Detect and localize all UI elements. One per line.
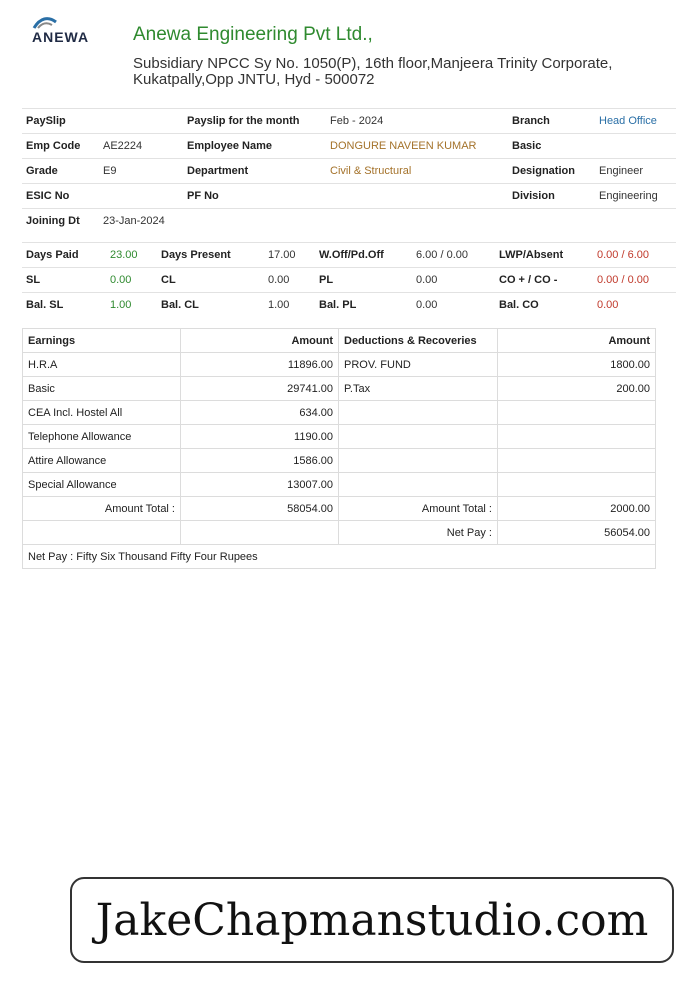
deduction-name: P.Tax (339, 377, 498, 401)
pl-label: PL (319, 274, 334, 286)
emp-name-label: Employee Name (187, 140, 272, 152)
table-row (23, 473, 656, 497)
lwp-label: LWP/Absent (499, 249, 564, 261)
net-pay-label: Net Pay : (339, 521, 498, 545)
division-value: Engineering (599, 190, 658, 202)
bal-cl-label: Bal. CL (161, 299, 199, 311)
co-label: CO + / CO - (499, 274, 558, 286)
earn-total-value: 58054.00 (181, 497, 339, 521)
sl-value: 0.00 (110, 274, 132, 286)
table-row (23, 353, 656, 377)
bal-sl-label: Bal. SL (26, 299, 64, 311)
earn-total-label: Amount Total : (23, 497, 181, 521)
table-row (23, 377, 656, 401)
branch-label: Branch (512, 115, 550, 127)
cl-value: 0.00 (268, 274, 290, 286)
earnings-header: Earnings (23, 329, 181, 353)
earning-name: Telephone Allowance (23, 425, 181, 449)
net-pay-words: Net Pay : Fifty Six Thousand Fifty Four Rupees (23, 545, 656, 569)
days-present-value: 17.00 (268, 249, 296, 261)
totals-row (23, 497, 656, 521)
earning-amount: 13007.00 (181, 473, 339, 497)
earning-amount: 11896.00 (181, 353, 339, 377)
empty-cell (23, 521, 181, 545)
emp-code-value: AE2224 (103, 140, 143, 152)
bal-co-label: Bal. CO (499, 299, 539, 311)
info-row (22, 108, 676, 134)
info-row (22, 209, 676, 233)
pf-label: PF No (187, 190, 219, 202)
basic-label: Basic (512, 140, 542, 152)
table-row (23, 449, 656, 473)
bal-pl-label: Bal. PL (319, 299, 357, 311)
designation-label: Designation (512, 165, 575, 177)
net-pay-words-row (23, 545, 656, 569)
earning-amount: 634.00 (181, 401, 339, 425)
logo-swoosh-icon (32, 16, 58, 30)
department-value: Civil & Structural (330, 165, 412, 177)
lwp-value: 0.00 / 6.00 (597, 249, 649, 261)
empty-cell (181, 521, 339, 545)
bal-co-value: 0.00 (597, 299, 619, 311)
address-line-1: Subsidiary NPCC Sy No. 1050(P), 16th floor,Manjeera Trinity Corporate, (133, 55, 613, 72)
deduction-name (339, 425, 498, 449)
earning-name: H.R.A (23, 353, 181, 377)
table-header-row (23, 329, 656, 353)
designation-value: Engineer (599, 165, 644, 177)
earnings-amount-header: Amount (181, 329, 339, 353)
logo-text: ANEWA (32, 29, 90, 45)
branch-value: Head Office (599, 115, 657, 127)
info-row (22, 134, 676, 159)
bal-cl-value: 1.00 (268, 299, 290, 311)
deduction-name: PROV. FUND (339, 353, 498, 377)
table-row (23, 401, 656, 425)
deduction-name (339, 401, 498, 425)
info-row (22, 184, 676, 209)
woff-value: 6.00 / 0.00 (416, 249, 468, 261)
deduction-amount: 1800.00 (498, 353, 656, 377)
department-label: Department (187, 165, 249, 177)
earning-amount: 1190.00 (181, 425, 339, 449)
sl-label: SL (26, 274, 41, 286)
joining-label: Joining Dt (26, 215, 80, 227)
table-row (23, 425, 656, 449)
attendance-row (22, 293, 676, 317)
month-value: Feb - 2024 (330, 115, 384, 127)
ded-total-label: Amount Total : (339, 497, 498, 521)
emp-name-value: DONGURE NAVEEN KUMAR (330, 140, 477, 152)
co-value: 0.00 / 0.00 (597, 274, 649, 286)
grade-value: E9 (103, 165, 117, 177)
earning-amount: 1586.00 (181, 449, 339, 473)
deduction-amount (498, 473, 656, 497)
net-pay-row (23, 521, 656, 545)
deduction-name (339, 449, 498, 473)
deductions-amount-header: Amount (498, 329, 656, 353)
payslip-label: PaySlip (26, 115, 66, 127)
earnings-deductions-table (22, 328, 656, 569)
company-name: Anewa Engineering Pvt Ltd., (133, 24, 373, 45)
employee-info (22, 108, 676, 233)
bal-sl-value: 1.00 (110, 299, 132, 311)
days-present-label: Days Present (161, 249, 231, 261)
joining-value: 23-Jan-2024 (103, 215, 165, 227)
grade-label: Grade (26, 165, 58, 177)
attendance-row (22, 268, 676, 293)
earning-name: Basic (23, 377, 181, 401)
deductions-header: Deductions & Recoveries (339, 329, 498, 353)
esic-label: ESIC No (26, 190, 70, 202)
bal-pl-value: 0.00 (416, 299, 438, 311)
month-label: Payslip for the month (187, 115, 300, 127)
ded-total-value: 2000.00 (498, 497, 656, 521)
watermark-text: JakeChapmanstudio.com (95, 894, 649, 946)
net-pay-value: 56054.00 (498, 521, 656, 545)
earning-amount: 29741.00 (181, 377, 339, 401)
attendance-summary (22, 242, 676, 317)
company-address (133, 56, 653, 88)
earning-name: Attire Allowance (23, 449, 181, 473)
deduction-amount (498, 425, 656, 449)
days-paid-label: Days Paid (26, 249, 79, 261)
cl-label: CL (161, 274, 176, 286)
company-logo (28, 16, 100, 46)
attendance-row (22, 242, 676, 268)
address-line-2: Kukatpally,Opp JNTU, Hyd - 500072 (133, 71, 375, 88)
deduction-amount: 200.00 (498, 377, 656, 401)
pl-value: 0.00 (416, 274, 438, 286)
deduction-amount (498, 401, 656, 425)
watermark-banner (70, 877, 674, 963)
woff-label: W.Off/Pd.Off (319, 249, 384, 261)
days-paid-value: 23.00 (110, 249, 138, 261)
earning-name: Special Allowance (23, 473, 181, 497)
deduction-amount (498, 449, 656, 473)
deduction-name (339, 473, 498, 497)
emp-code-label: Emp Code (26, 140, 81, 152)
earning-name: CEA Incl. Hostel All (23, 401, 181, 425)
division-label: Division (512, 190, 555, 202)
info-row (22, 159, 676, 184)
